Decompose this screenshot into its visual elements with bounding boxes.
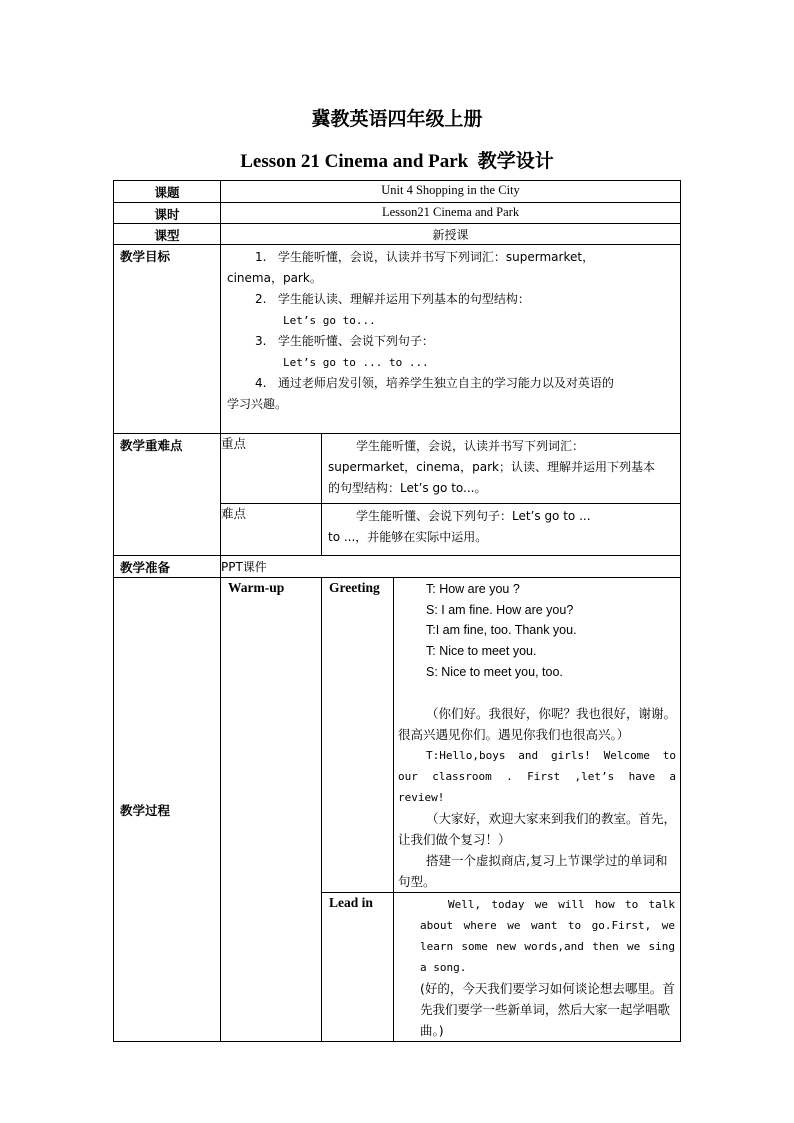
greeting-welcome-translation: （大家好，欢迎大家来到我们的教室。首先，让我们做个复习！）: [398, 810, 677, 847]
document-subtitle: [0, 146, 794, 173]
goal-3-text: 学生能听懂、会说下列句子：: [277, 334, 434, 348]
greeting-content: [394, 578, 681, 893]
document-title: 冀教英语四年级上册: [311, 108, 483, 130]
keydiff-label: 教学重难点: [114, 434, 221, 556]
warmup-cell: [221, 578, 322, 1042]
difficulty-line-2: to ...，并能够在实际中运用。: [328, 530, 488, 544]
goal-4-cont: 学习兴趣。: [227, 397, 288, 411]
row-prep: [114, 556, 681, 578]
row-goals: [114, 245, 681, 434]
difficulty-label: 难点: [221, 504, 322, 556]
key-line-2: supermarket，cinema，park；认读、理解并运用下列基本: [328, 460, 655, 474]
row-greeting: [114, 578, 681, 893]
period-value: Lesson21 Cinema and Park: [221, 203, 681, 224]
goal-4-number: 4.: [255, 376, 267, 390]
dialog-line-2: S: I am fine. How are you?: [426, 602, 574, 617]
dialog-line-5: S: Nice to meet you, too.: [426, 664, 563, 679]
goal-2-number: 2.: [255, 292, 267, 306]
key-line-3: 的句型结构：Let’s go to...。: [328, 481, 487, 495]
goal-1-cont: cinema，park。: [227, 271, 322, 285]
row-key: [114, 434, 681, 504]
lesson-plan-table: [113, 180, 681, 1042]
goal-1-text: 学生能听懂，会说，认读并书写下列词汇：supermarket，: [277, 250, 595, 264]
goal-4-text: 通过老师启发引领，培养学生独立自主的学习能力以及对英语的: [277, 376, 614, 390]
goal-2: [227, 289, 674, 310]
dialog-line-4: T: Nice to meet you.: [426, 644, 537, 659]
goal-2-pattern: Let’s go to...: [283, 314, 376, 327]
goal-3-number: 3.: [255, 334, 267, 348]
row-type: [114, 224, 681, 245]
warmup-label: Warm-up: [228, 580, 285, 595]
goal-1-number: 1.: [255, 250, 267, 264]
dialog-line-3: T:I am fine, too. Thank you.: [426, 623, 577, 638]
key-label: 重点: [221, 434, 322, 504]
topic-value: Unit 4 Shopping in the City: [221, 181, 681, 203]
goal-1: [227, 247, 674, 268]
goals-cell: [221, 245, 681, 434]
difficulty-line-1: 学生能听懂、会说下列句子：Let’s go to ...: [356, 509, 591, 523]
leadin-label-cell: [322, 892, 394, 1041]
difficulty-content: [322, 504, 681, 556]
type-value: 新授课: [221, 224, 681, 245]
period-label: 课时: [114, 203, 221, 224]
prep-value: PPT课件: [221, 556, 681, 578]
goal-3-pattern: Let’s go to ... to ...: [283, 356, 429, 369]
row-topic: [114, 181, 681, 203]
leadin-chinese: (好的，今天我们要学习如何谈论想去哪里。首先我们要学一些新单词，然后大家一起学唱歌曲。): [420, 980, 675, 1038]
topic-label: 课题: [114, 181, 221, 203]
leadin-content: [394, 892, 681, 1041]
key-content: [322, 434, 681, 504]
greeting-label: Greeting: [329, 580, 380, 595]
goal-4: [227, 373, 674, 394]
goal-3: [227, 331, 674, 352]
prep-label: 教学准备: [114, 556, 221, 578]
greeting-translation: （你们好。我很好，你呢？我也很好，谢谢。很高兴遇见你们。遇见你我们也很高兴。）: [398, 705, 677, 742]
goal-2-text: 学生能认读、理解并运用下列基本的句型结构：: [277, 292, 530, 306]
goals-label: 教学目标: [114, 245, 221, 434]
greeting-activity: 搭建一个虚拟商店,复习上节课学过的单词和句型。: [398, 852, 668, 889]
subtitle-chinese: 教学设计: [477, 150, 554, 172]
subtitle-english: Lesson 21 Cinema and Park: [240, 151, 469, 172]
greeting-label-cell: [322, 578, 394, 893]
process-label: 教学过程: [114, 578, 221, 1042]
leadin-label: Lead in: [329, 894, 373, 910]
row-period: [114, 203, 681, 224]
leadin-english: Well, today we will how to talk about where we want to go.First, we learn some new words,and then we sing a song.: [420, 897, 676, 974]
type-label: 课型: [114, 224, 221, 245]
key-line-1: 学生能听懂，会说，认读并书写下列词汇：: [356, 439, 585, 453]
dialog-line-1: T: How are you ?: [426, 582, 520, 596]
greeting-welcome: T:Hello,boys and girls! Welcome to our classroom . First ,let’s have a review!: [398, 748, 677, 804]
